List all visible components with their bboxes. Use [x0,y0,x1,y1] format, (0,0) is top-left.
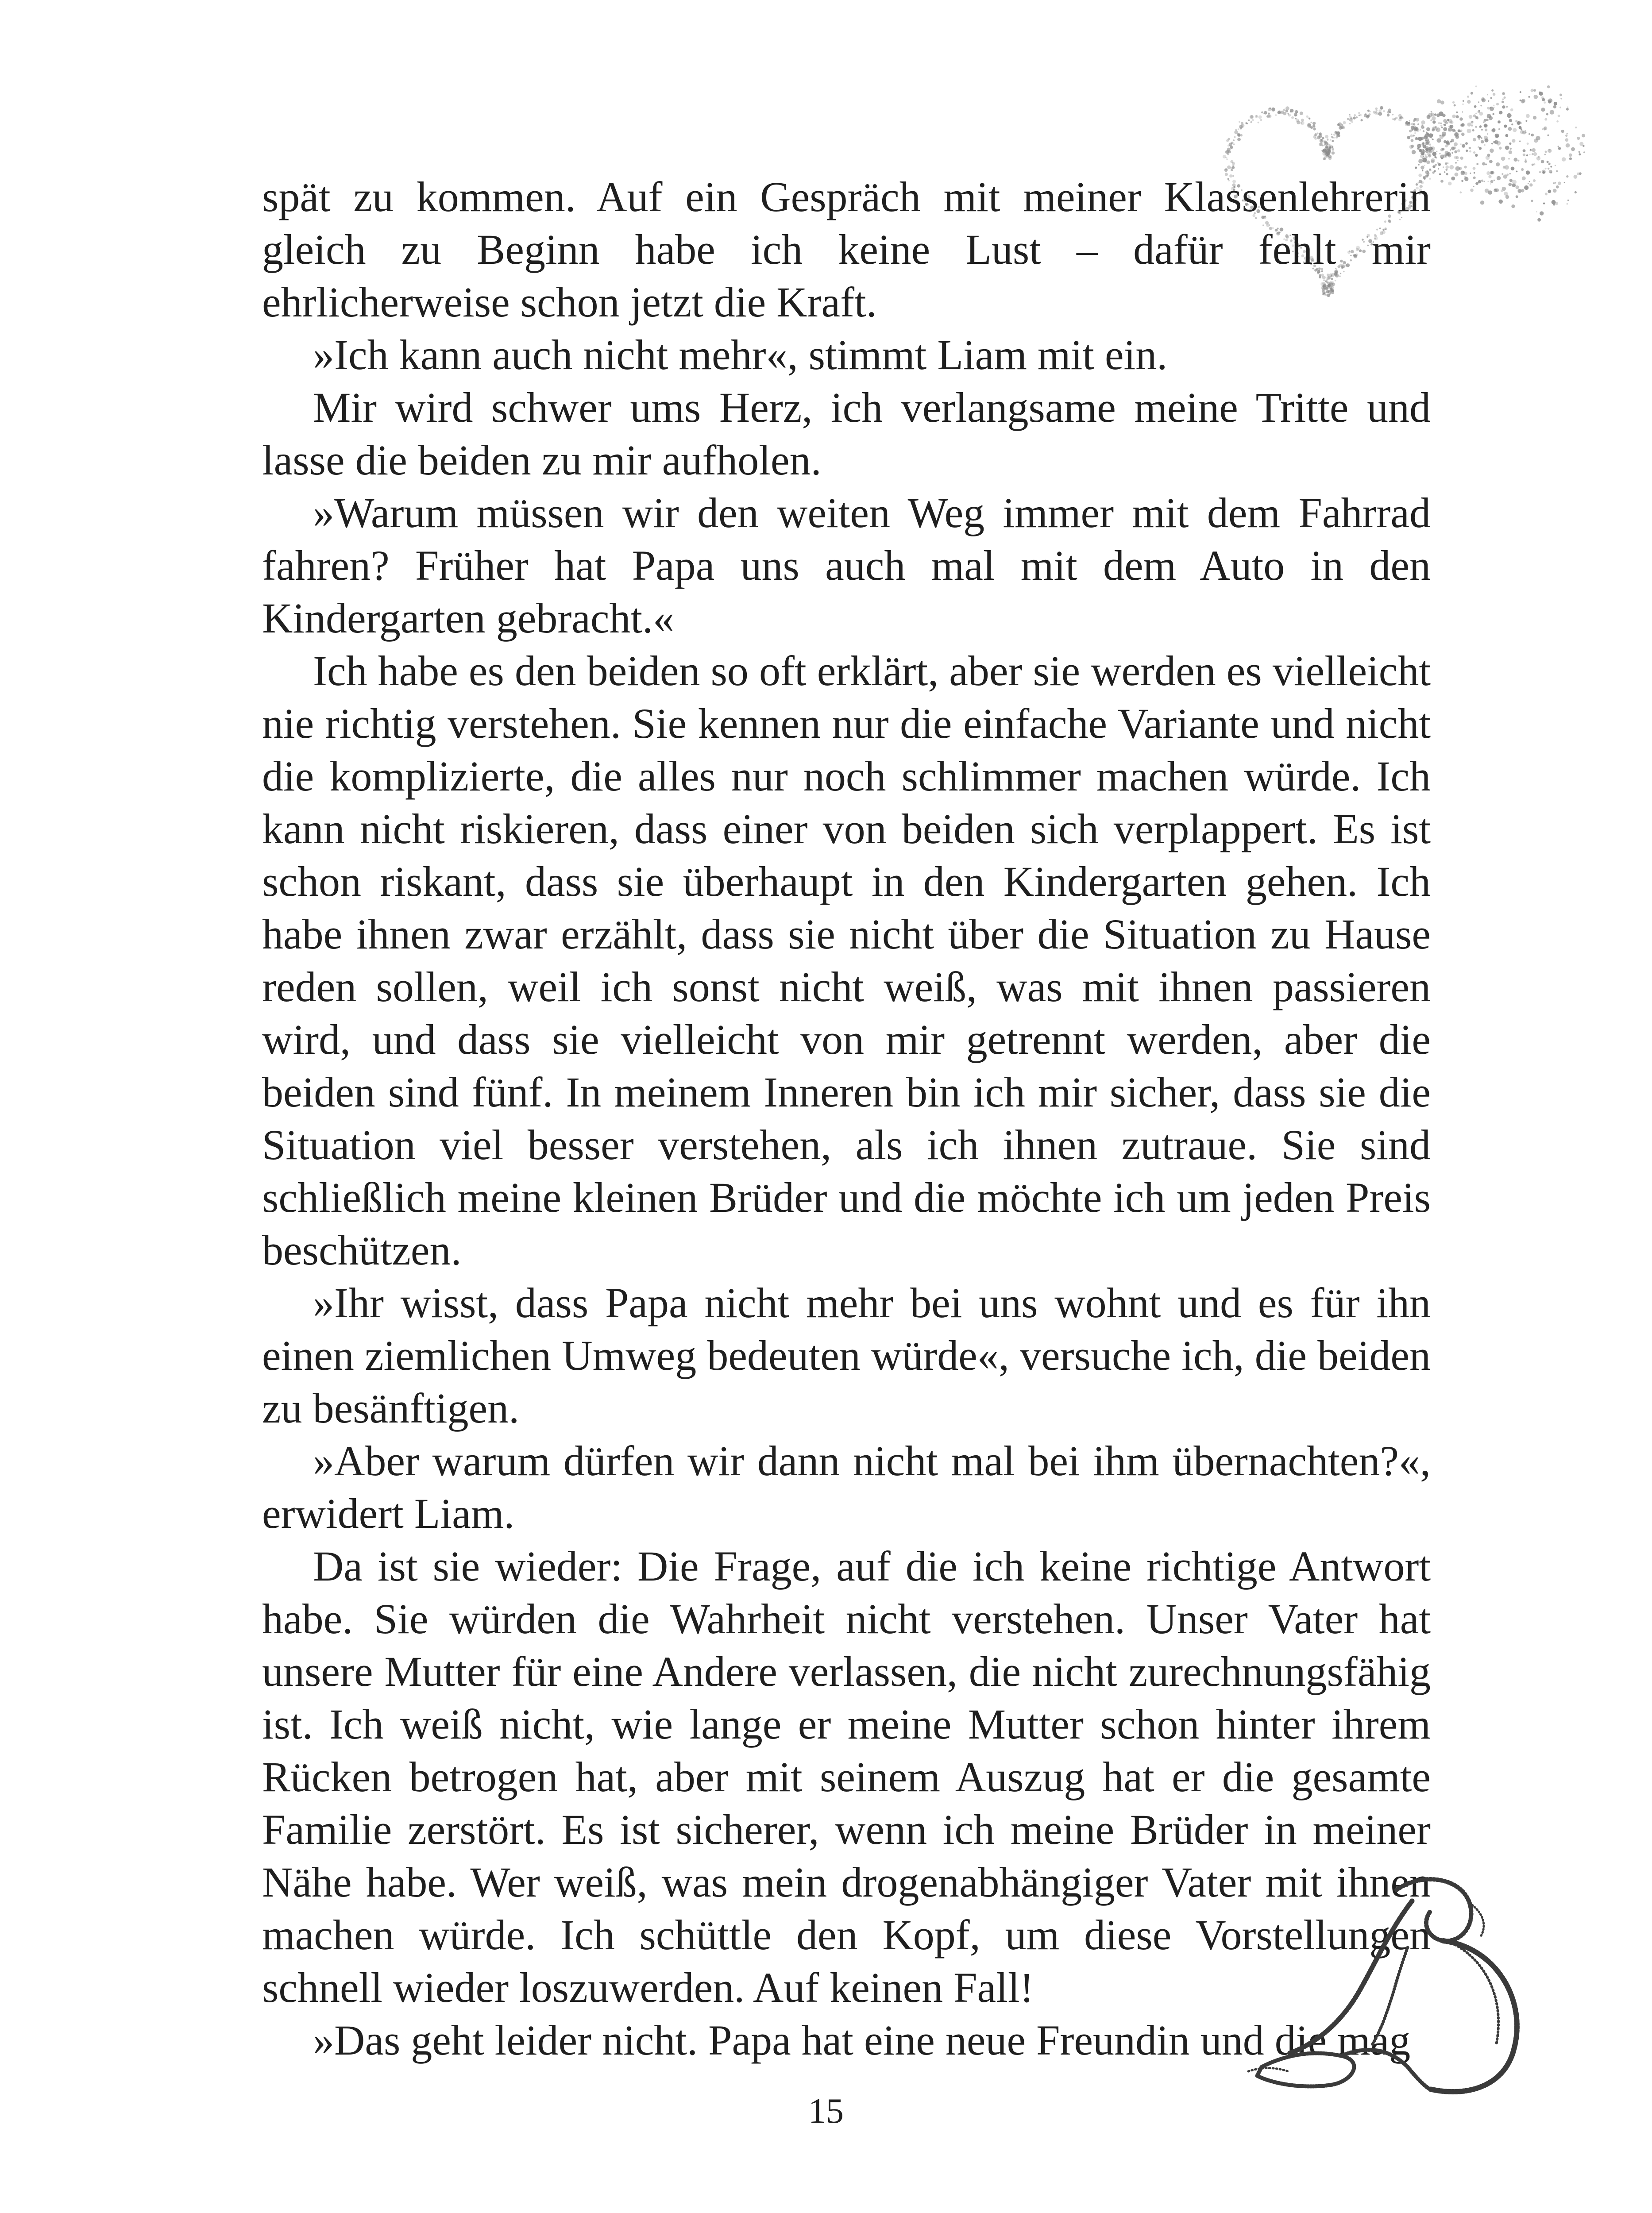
paragraph: Da ist sie wieder: Die Frage, auf die ich keine richtige Antwort habe. Sie würden die Wahrheit nicht verstehen. Unser Vater hat unsere Mutter für eine Andere verlassen, die nicht zurechnungsfähig ist. Ich weiß nicht, wie lange er meine Mutter schon hinter ihrem Rücken betrogen hat, aber mit seinem Auszug hat er die gesamte Familie zerstört. Es ist sicherer, wenn ich meine Brüder in meiner Nähe habe. Wer weiß, was mein drogenabhängiger Vater mit ihnen machen würde. Ich schüttle den Kopf, um diese Vorstellungen schnell wieder loszuwerden. Auf keinen Fall! [262,1542,1431,2011]
paragraph: »Ich kann auch nicht mehr«, stimmt Liam mit ein. [313,331,1168,378]
paragraph: Ich habe es den beiden so oft erklärt, aber sie werden es vielleicht nie richtig verstehen. Sie kennen nur die einfache Variante und nicht die komplizierte, die alles nur noch schlimmer machen würde. Ich kann nicht riskieren, dass einer von beiden sich verplappert. Es ist schon riskant, dass sie überhaupt in den Kindergarten gehen. Ich habe ihnen zwar erzählt, dass sie nicht über die Situation zu Hause reden sollen, weil ich sonst nicht weiß, was mit ihnen passieren wird, und dass sie vielleicht von mir getrennt werden, aber die beiden sind fünf. In meinem Inneren bin ich mir sicher, dass sie die Situation viel besser verstehen, als ich ihnen zutraue. Sie sind schließlich meine kleinen Brüder und die möchte ich um jeden Preis beschützen. [262,647,1431,1274]
page-number: 15 [808,2092,844,2131]
paragraph: »Warum müssen wir den weiten Weg immer mit dem Fahrrad fahren? Früher hat Papa uns auch mal mit dem Auto in den Kindergarten gebracht.« [262,489,1431,642]
body-text [262,170,1431,2066]
paragraph: »Ihr wisst, dass Papa nicht mehr bei uns wohnt und es für ihn einen ziemlichen Umweg bedeuten würde«, versuche ich, die beiden zu besänftigen. [262,1279,1431,1432]
paragraph: Mir wird schwer ums Herz, ich verlangsame meine Tritte und lasse die beiden zu mir aufholen. [262,384,1431,484]
paragraph: »Das geht leider nicht. Papa hat eine neue Freundin und die mag [313,2016,1411,2064]
paragraph: spät zu kommen. Auf ein Gespräch mit meiner Klassenlehrerin gleich zu Beginn habe ich keine Lust – dafür fehlt mir ehrlicherweise schon jetzt die Kraft. [262,173,1431,326]
paragraph: »Aber warum dürfen wir dann nicht mal bei ihm übernachten?«, erwidert Liam. [262,1437,1431,1537]
